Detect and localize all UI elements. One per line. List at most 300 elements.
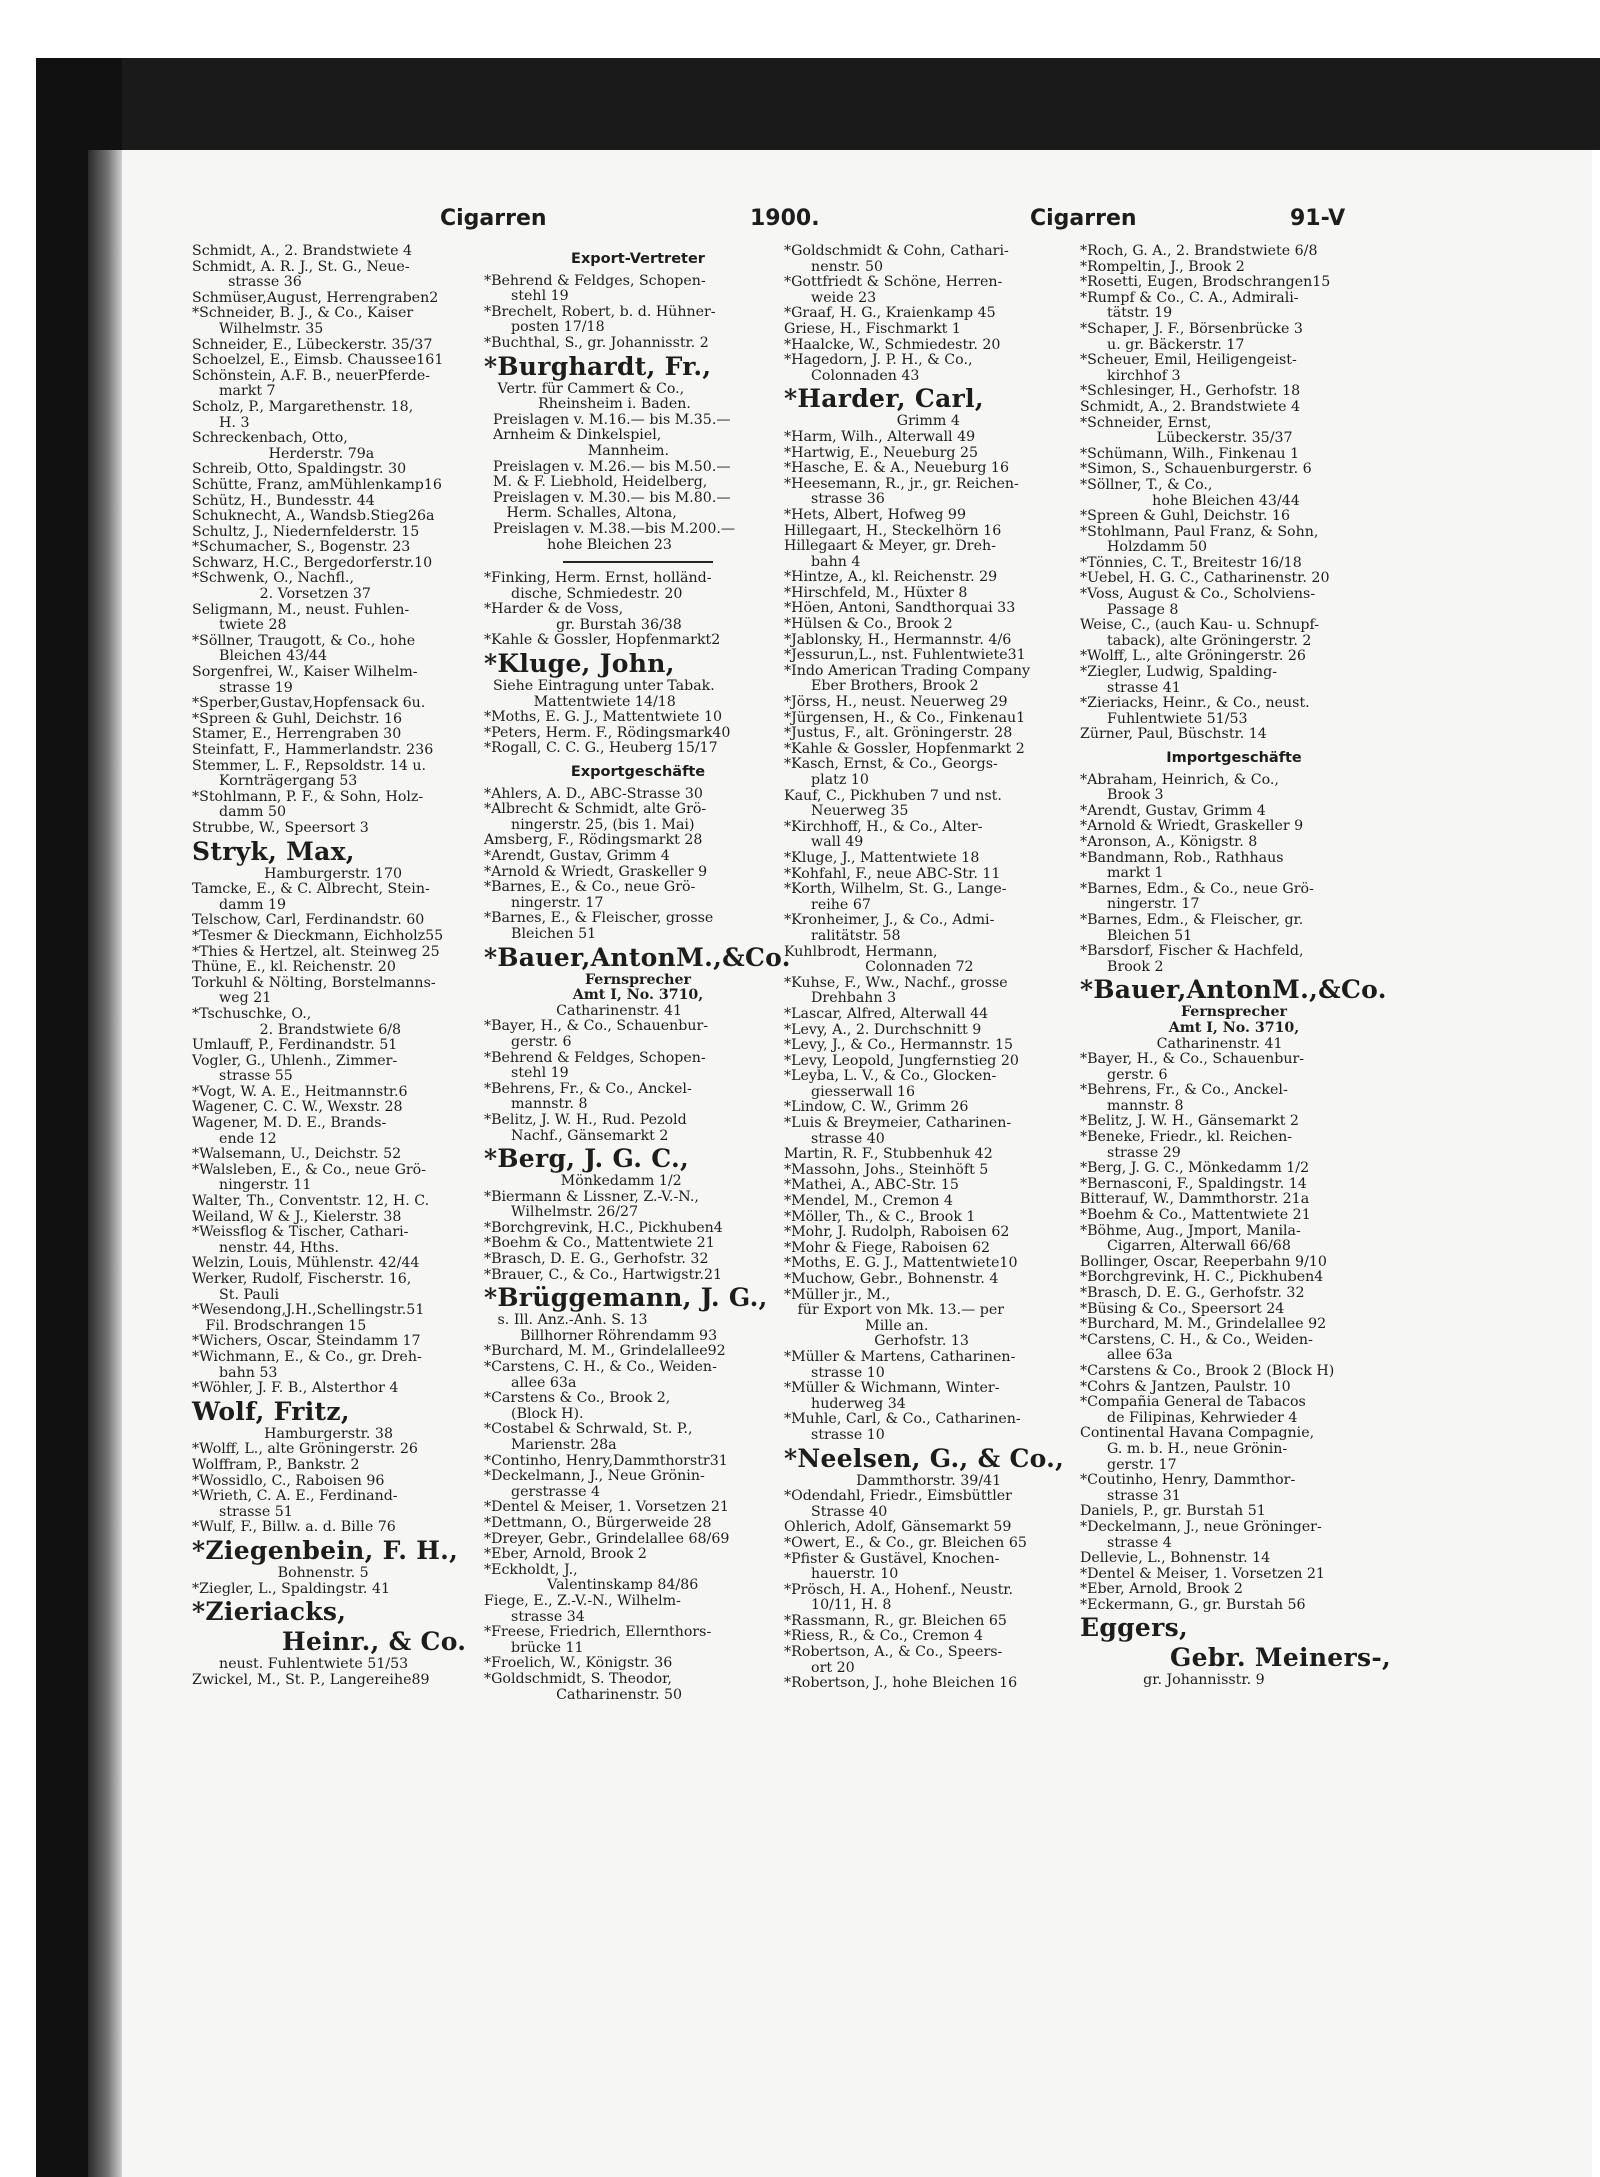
directory-entry: ende 12 (192, 1130, 277, 1147)
directory-entry: stehl 19 (484, 1065, 569, 1082)
directory-entry: Griese, H., Fischmarkt 1 (784, 320, 961, 337)
directory-entry: Bleichen 43/44 (192, 648, 327, 665)
directory-entry: markt 1 (1080, 865, 1164, 882)
directory-entry: strasse 29 (1080, 1144, 1181, 1161)
directory-entry: *Borchgrevink, H. C., Pickhuben4 (1080, 1269, 1324, 1286)
directory-entry: Mönkedamm 1/2 (484, 1173, 682, 1190)
directory-entry: *Stohlmann, P. F., & Sohn, Holz- (192, 788, 424, 805)
directory-entry: ort 20 (784, 1659, 855, 1676)
directory-entry: *Gottfriedt & Schöne, Herren- (784, 274, 1003, 291)
directory-entry: für Export von Mk. 13.— per (784, 1302, 1005, 1319)
directory-entry: Fernsprecher (1181, 1004, 1287, 1021)
directory-entry: Schuknecht, A., Wandsb.Stieg26a (192, 508, 435, 525)
directory-entry: *Kronheimer, J., & Co., Admi- (784, 912, 995, 929)
directory-entry: Strubbe, W., Speersort 3 (192, 819, 369, 836)
directory-entry: Thüne, E., kl. Reichenstr. 20 (192, 959, 396, 976)
directory-entry: bahn 53 (192, 1364, 278, 1381)
directory-entry: Arnheim & Dinkelspiel, (484, 427, 662, 444)
directory-entry: *Tschuschke, O., (192, 1005, 312, 1022)
column-4 (1080, 243, 1392, 1689)
directory-entry: *Kluge, John, (484, 649, 675, 679)
directory-entry: *Freese, Friedrich, Ellernthors- (484, 1624, 712, 1641)
directory-entry: *Dreyer, Gebr., Grindelallee 68/69 (484, 1530, 730, 1547)
directory-entry: Wolf, Fritz, (192, 1396, 350, 1426)
directory-entry: *Walsemann, U., Deichstr. 52 (192, 1146, 402, 1163)
directory-entry: *Robertson, J., hohe Bleichen 16 (784, 1675, 1018, 1692)
directory-entry: Dammthorstr. 39/41 (784, 1472, 1002, 1489)
directory-entry: *Biermann & Lissner, Z.-V.-N., (484, 1188, 699, 1205)
directory-entry: Schmüser,August, Herrengraben2 (192, 289, 439, 306)
directory-entry: *Bandmann, Rob., Rathhaus (1080, 849, 1284, 866)
directory-entry: *Neelsen, G., & Co., (784, 1443, 1065, 1473)
directory-entry: stehl 19 (484, 288, 569, 305)
directory-entry: markt 7 (192, 383, 276, 400)
directory-entry: *Schaper, J. F., Börsenbrücke 3 (1080, 320, 1303, 337)
directory-entry: *Böhme, Aug., Jmport, Manila- (1080, 1222, 1301, 1239)
directory-entry: hohe Bleichen 23 (484, 536, 672, 553)
directory-entry: Bohnenstr. 5 (192, 1564, 369, 1581)
directory-entry: strasse 41 (1080, 679, 1181, 696)
directory-entry: Schreib, Otto, Spaldingstr. 30 (192, 461, 407, 478)
directory-entry: Mattentwiete 14/18 (484, 693, 676, 710)
directory-entry: Colonnaden 43 (784, 367, 920, 384)
directory-entry: *Ahlers, A. D., ABC-Strasse 30 (484, 785, 703, 802)
directory-entry: Brook 3 (1080, 787, 1164, 804)
directory-entry: *Jessurun,L., nst. Fuhlentwiete31 (784, 647, 1026, 664)
directory-entry: 2. Vorsetzen 37 (192, 586, 371, 603)
directory-entry: strasse 55 (192, 1068, 293, 1085)
directory-entry: *Barnes, Edm., & Fleischer, gr. (1080, 911, 1304, 928)
directory-entry: *Stohlmann, Paul Franz, & Sohn, (1080, 523, 1319, 540)
directory-entry: *Moths, E. G. J., Mattentwiete10 (784, 1255, 1018, 1272)
directory-entry: *Tesmer & Dieckmann, Eichholz55 (192, 927, 444, 944)
directory-entry: strasse 51 (192, 1503, 293, 1520)
directory-entry: Lübeckerstr. 35/37 (1080, 430, 1293, 447)
directory-entry: St. Pauli (192, 1286, 280, 1303)
directory-entry: Schwarz, H.C., Bergedorferstr.10 (192, 554, 433, 571)
directory-entry: *Kahle & Gossler, Hopfenmarkt2 (484, 632, 721, 649)
directory-entry: Fil. Brodschrangen 15 (192, 1317, 367, 1334)
directory-entry: *Söllner, Traugott, & Co., hohe (192, 632, 416, 649)
directory-entry: *Lindow, C. W., Grimm 26 (784, 1099, 969, 1116)
directory-entry: Stemmer, L. F., Repsoldstr. 14 u. (192, 757, 426, 774)
directory-entry: *Kahle & Gossler, Hopfenmarkt 2 (784, 740, 1025, 757)
directory-entry: Stryk, Max, (192, 836, 355, 866)
directory-entry: *Belitz, J. W. H., Rud. Pezold (484, 1111, 687, 1128)
directory-entry: weide 23 (784, 289, 877, 306)
directory-entry: *Ziegler, Ludwig, Spalding- (1080, 664, 1277, 681)
directory-entry: kirchhof 3 (1080, 367, 1181, 384)
directory-entry: *Sperber,Gustav,Hopfensack 6u. (192, 695, 426, 712)
directory-entry: Eggers, (1080, 1613, 1188, 1643)
section-rule (563, 561, 713, 563)
directory-entry: *Zieriacks, Heinr., & Co., neust. (1080, 695, 1310, 712)
directory-entry: *Harm, Wilh., Alterwall 49 (784, 428, 976, 445)
directory-entry: *Hartwig, E., Neueburg 25 (784, 444, 979, 461)
directory-entry: hohe Bleichen 43/44 (1080, 492, 1300, 509)
directory-entry: gerstr. 6 (484, 1033, 572, 1050)
directory-entry: *Müller & Martens, Catharinen- (784, 1348, 1016, 1365)
directory-entry: *Kuhse, F., Ww., Nachf., grosse (784, 974, 1008, 991)
directory-entry: *Albrecht & Schmidt, alte Grö- (484, 801, 707, 818)
directory-entry: *Levy, A., 2. Durchschnitt 9 (784, 1021, 982, 1038)
directory-entry: *Peters, Herm. F., Rödingsmark40 (484, 724, 731, 741)
directory-entry: posten 17/18 (484, 319, 605, 336)
directory-entry: Preislagen v. M.16.— bis M.35.— (484, 411, 731, 428)
directory-entry: Hamburgerstr. 38 (192, 1425, 393, 1442)
directory-entry: *Vogt, W. A. E., Heitmannstr.6 (192, 1083, 408, 1100)
directory-entry: *Schlesinger, H., Gerhofstr. 18 (1080, 383, 1301, 400)
directory-entry: *Odendahl, Friedr., Eimsbüttler (784, 1488, 1012, 1505)
directory-entry: Rheinsheim i. Baden. (484, 396, 691, 413)
directory-entry: *Muhle, Carl, & Co., Catharinen- (784, 1411, 1021, 1428)
directory-entry: *Luis & Breymeier, Catharinen- (784, 1115, 1012, 1132)
directory-entry: M. & F. Liebhold, Heidelberg, (484, 474, 708, 491)
directory-entry: *Mohr & Fiege, Raboisen 62 (784, 1239, 991, 1256)
directory-entry: Kauf, C., Pickhuben 7 und nst. (784, 787, 1002, 804)
directory-entry: *Voss, August & Co., Scholviens- (1080, 586, 1316, 603)
directory-entry: *Dentel & Meiser, 1. Vorsetzen 21 (1080, 1565, 1325, 1582)
directory-entry: Hamburgerstr. 170 (192, 865, 403, 882)
directory-entry: Preislagen v. M.30.— bis M.80.— (484, 489, 731, 506)
directory-entry: Neuerweg 35 (784, 803, 909, 820)
directory-entry: *Carstens, C. H., & Co., Weiden- (484, 1359, 717, 1376)
directory-entry: *Wesendong,J.H.,Schellingstr.51 (192, 1302, 425, 1319)
directory-entry: *Lascar, Alfred, Alterwall 44 (784, 1005, 989, 1022)
directory-entry: *Robertson, A., & Co., Speers- (784, 1644, 1003, 1661)
directory-entry: *Roch, G. A., 2. Brandstwiete 6/8 (1080, 243, 1318, 259)
directory-entry: *Bayer, H., & Co., Schauenbur- (1080, 1051, 1305, 1068)
directory-entry: *Wichmann, E., & Co., gr. Dreh- (192, 1348, 422, 1365)
directory-entry: u. gr. Bäckerstr. 17 (1080, 336, 1245, 353)
directory-entry: *Brasch, D. E. G., Gerhofstr. 32 (1080, 1285, 1305, 1301)
directory-entry: *Finking, Herm. Ernst, holländ- (484, 570, 712, 587)
directory-entry: reihe 67 (784, 896, 871, 913)
directory-entry: *Thies & Hertzel, alt. Steinweg 25 (192, 943, 440, 960)
directory-entry: Walter, Th., Conventstr. 12, H. C. (192, 1193, 430, 1210)
directory-entry: Heinr., & Co. (192, 1627, 467, 1657)
directory-entry: Passage 8 (1080, 601, 1179, 618)
directory-entry: *Möller, Th., & C., Brook 1 (784, 1208, 976, 1225)
column-1 (192, 244, 500, 1688)
directory-entry: *Brechelt, Robert, b. d. Hühner- (484, 303, 716, 320)
directory-entry: *Wossidlo, C., Raboisen 96 (192, 1472, 385, 1489)
directory-entry: strasse 10 (784, 1364, 885, 1381)
directory-entry: s. Ill. Anz.-Anh. S. 13 (484, 1312, 648, 1329)
directory-entry: *Wrieth, C. A. E., Ferdinand- (192, 1488, 398, 1505)
directory-entry: Gebr. Meiners-, (1080, 1643, 1392, 1673)
directory-entry: Preislagen v. M.38.—bis M.200.— (484, 520, 736, 537)
directory-entry: *Simon, S., Schauenburgerstr. 6 (1080, 461, 1312, 478)
directory-entry: *Wolff, L., alte Gröningerstr. 26 (192, 1441, 418, 1458)
directory-entry: dische, Schmiedestr. 20 (484, 585, 683, 602)
directory-entry: *Borchgrevink, H.C., Pickhuben4 (484, 1219, 723, 1236)
scan-border-top (36, 58, 1600, 150)
directory-entry: mannstr. 8 (484, 1096, 588, 1113)
directory-entry: *Hasche, E. & A., Neueburg 16 (784, 460, 1009, 477)
directory-entry: *Boehm & Co., Mattentwiete 21 (1080, 1207, 1311, 1224)
directory-entry: *Carstens, C. H., & Co., Weiden- (1080, 1331, 1313, 1348)
directory-entry: *Hets, Albert, Hofweg 99 (784, 506, 966, 523)
directory-entry: H. 3 (192, 414, 250, 431)
directory-entry: Torkuhl & Nölting, Borstelmanns- (192, 974, 436, 991)
section-heading: Export-Vertreter (571, 251, 705, 267)
directory-entry: neust. Fuhlentwiete 51/53 (192, 1656, 409, 1673)
directory-entry: *Pfister & Gustävel, Knochen- (784, 1550, 1000, 1567)
directory-entry: *Tönnies, C. T., Breitestr 16/18 (1080, 554, 1302, 571)
running-header (190, 206, 1490, 240)
directory-entry: Siehe Eintragung unter Tabak. (484, 678, 715, 695)
directory-entry: giesserwall 16 (784, 1083, 916, 1100)
directory-entry: *Mendel, M., Cremon 4 (784, 1193, 953, 1210)
directory-entry: *Hintze, A., kl. Reichenstr. 29 (784, 569, 998, 586)
directory-entry: twiete 28 (192, 617, 287, 634)
directory-entry: Wilhelmstr. 26/27 (484, 1204, 639, 1221)
directory-entry: de Filipinas, Kehrwieder 4 (1080, 1409, 1298, 1426)
directory-entry: hauerstr. 10 (784, 1566, 899, 1583)
directory-entry: *Deckelmann, J., Neue Grönin- (484, 1468, 705, 1485)
directory-entry: *Arnold & Wriedt, Graskeller 9 (1080, 818, 1304, 835)
directory-entry: *Brasch, D. E. G., Gerhofstr. 32 (484, 1251, 709, 1268)
directory-entry: *Heesemann, R., jr., gr. Reichen- (784, 475, 1019, 492)
directory-entry: *Jablonsky, H., Hermannstr. 4/6 (784, 631, 1012, 648)
directory-entry: *Müller & Wichmann, Winter- (784, 1380, 1000, 1397)
directory-entry: brücke 11 (484, 1639, 584, 1656)
directory-entry: wall 49 (784, 834, 864, 851)
directory-entry: *Kirchhoff, H., & Co., Alter- (784, 818, 983, 835)
directory-entry: *Arendt, Gustav, Grimm 4 (484, 848, 670, 864)
directory-entry: *Schwenk, O., Nachfl., (192, 570, 354, 587)
directory-entry: *Goldschmidt, S. Theodor, (484, 1670, 672, 1687)
directory-entry: *Eckermann, G., gr. Burstah 56 (1080, 1596, 1306, 1613)
directory-entry: Wagener, C. C. W., Wexstr. 28 (192, 1099, 403, 1116)
directory-entry: Schmidt, A. R. J., St. G., Neue- (192, 258, 410, 275)
directory-entry: *Ziegenbein, F. H., (192, 1535, 459, 1565)
directory-entry: Daniels, P., gr. Burstah 51 (1080, 1503, 1266, 1520)
directory-entry: Eber Brothers, Brook 2 (784, 678, 979, 695)
book-gutter (88, 150, 122, 2177)
directory-entry: G. m. b. H., neue Grönin- (1080, 1440, 1288, 1457)
directory-entry: *Schneider, Ernst, (1080, 414, 1212, 431)
directory-entry: *Bayer, H., & Co., Schauenbur- (484, 1018, 709, 1035)
directory-entry: *Harder & de Voss, (484, 601, 624, 618)
header-right: Cigarren (1030, 206, 1137, 231)
directory-entry: *Kasch, Ernst, & Co., Georgs- (784, 756, 998, 773)
directory-entry: *Barnes, Edm., & Co., neue Grö- (1080, 880, 1314, 897)
directory-entry: *Owert, E., & Co., gr. Bleichen 65 (784, 1534, 1027, 1551)
directory-entry: Tamcke, E., & C. Albrecht, Stein- (192, 881, 430, 898)
directory-entry: *Rassmann, R., gr. Bleichen 65 (784, 1612, 1007, 1629)
directory-entry: *Beneke, Friedr., kl. Reichen- (1080, 1129, 1293, 1146)
directory-entry: *Prösch, H. A., Hohenf., Neustr. (784, 1581, 1014, 1598)
directory-entry: Mannheim. (484, 442, 670, 459)
directory-entry: damm 19 (192, 896, 287, 913)
page-number: 91-V (1290, 206, 1346, 231)
directory-entry: *Graaf, H. G., Kraienkamp 45 (784, 305, 996, 322)
directory-entry: damm 50 (192, 804, 287, 821)
directory-entry: *Deckelmann, J., neue Gröninger- (1080, 1518, 1322, 1535)
directory-entry: *Behrens, Fr., & Co., Anckel- (484, 1080, 692, 1097)
directory-entry: *Froelich, W., Königstr. 36 (484, 1655, 673, 1672)
directory-entry: Bitterauf, W., Dammthorstr. 21a (1080, 1191, 1310, 1208)
directory-entry: *Justus, F., alt. Gröningerstr. 28 (784, 725, 1013, 742)
directory-entry: *Carstens & Co., Brook 2, (484, 1390, 671, 1407)
directory-entry: gerstrasse 4 (484, 1483, 601, 1500)
directory-entry: *Brauer, C., & Co., Hartwigstr.21 (484, 1266, 723, 1283)
directory-entry: Gerhofstr. 13 (784, 1333, 969, 1350)
directory-entry: Brook 2 (1080, 958, 1164, 975)
directory-entry: Continental Havana Compagnie, (1080, 1425, 1315, 1442)
directory-entry: Fiege, E., Z.-V.-N., Wilhelm- (484, 1592, 681, 1609)
directory-entry: *Behrend & Feldges, Schopen- (484, 1049, 706, 1066)
directory-entry: ralitätstr. 58 (784, 927, 901, 944)
directory-entry: *Abraham, Heinrich, & Co., (1080, 771, 1279, 788)
directory-entry: Stamer, E., Herrengraben 30 (192, 726, 402, 743)
directory-entry: *Aronson, A., Königstr. 8 (1080, 833, 1258, 850)
directory-entry: *Jörss, H., neust. Neuerweg 29 (784, 694, 1008, 711)
directory-entry: strasse 36 (192, 274, 302, 291)
directory-entry: gerstr. 6 (1080, 1066, 1168, 1083)
directory-entry: *Weissflog & Tischer, Cathari- (192, 1224, 409, 1241)
directory-entry: Weise, C., (auch Kau- u. Schnupf- (1080, 617, 1320, 634)
directory-entry: Drehbahn 3 (784, 990, 897, 1007)
directory-entry: *Hagedorn, J. P. H., & Co., (784, 352, 973, 369)
directory-entry: *Schneider, B. J., & Co., Kaiser (192, 305, 414, 322)
header-year: 1900. (750, 206, 820, 231)
directory-entry: *Brüggemann, J. G., (484, 1283, 768, 1313)
directory-entry: Wilhelmstr. 35 (192, 320, 324, 337)
directory-entry: *Buchthal, S., gr. Johannisstr. 2 (484, 334, 709, 351)
directory-entry: *Höen, Antoni, Sandthorquai 33 (784, 600, 1016, 617)
directory-entry: *Cohrs & Jantzen, Paulstr. 10 (1080, 1378, 1291, 1395)
directory-entry: *Boehm & Co., Mattentwiete 21 (484, 1235, 715, 1252)
directory-entry: *Spreen & Guhl, Deichstr. 16 (192, 710, 403, 727)
directory-entry: *Zieriacks, (192, 1597, 347, 1627)
directory-entry: Telschow, Carl, Ferdinandstr. 60 (192, 912, 425, 929)
directory-entry: Billhorner Röhrendamm 93 (484, 1327, 718, 1344)
directory-entry: ningerstr. 25, (bis 1. Mai) (484, 816, 695, 833)
directory-entry: *Rosetti, Eugen, Brodschrangen15 (1080, 274, 1331, 291)
directory-entry: Kornträgergang 53 (192, 773, 358, 790)
directory-entry: *Muchow, Gebr., Bohnenstr. 4 (784, 1271, 999, 1287)
directory-entry: *Bauer,AntonM.,&Co. (1080, 975, 1387, 1005)
directory-entry: Welzin, Louis, Mühlenstr. 42/44 (192, 1255, 420, 1272)
directory-entry: Seligmann, M., neust. Fuhlen- (192, 601, 410, 618)
column-3 (784, 244, 1092, 1692)
directory-entry: ningerstr. 11 (192, 1177, 312, 1194)
directory-entry: ningerstr. 17 (1080, 896, 1200, 913)
directory-entry: Nachf., Gänsemarkt 2 (484, 1127, 669, 1144)
directory-entry: Catharinenstr. 50 (484, 1686, 683, 1703)
directory-entry: Ohlerich, Adolf, Gänsemarkt 59 (784, 1519, 1012, 1536)
directory-entry: *Dentel & Meiser, 1. Vorsetzen 21 (484, 1499, 729, 1516)
directory-entry: strasse 36 (784, 491, 885, 508)
directory-entry: Zürner, Paul, Büschstr. 14 (1080, 726, 1267, 743)
directory-entry: *Barnes, E., & Fleischer, grosse (484, 910, 714, 927)
directory-entry: Herderstr. 79a (192, 445, 375, 462)
directory-entry: *Goldschmidt & Cohn, Cathari- (784, 243, 1009, 259)
directory-entry: *Eckholdt, J., (484, 1561, 578, 1578)
directory-entry: *Burghardt, Fr., (484, 351, 712, 381)
directory-entry: *Indo American Trading Company (784, 662, 1031, 679)
directory-entry: platz 10 (784, 772, 869, 788)
directory-entry: *Arendt, Gustav, Grimm 4 (1080, 802, 1266, 819)
directory-entry: Fuhlentwiete 51/53 (1080, 710, 1248, 727)
directory-entry: bahn 4 (784, 553, 861, 570)
directory-entry: *Levy, J., & Co., Hermannstr. 15 (784, 1037, 1014, 1054)
directory-entry: Preislagen v. M.26.— bis M.50.— (484, 458, 731, 475)
section-heading: Exportgeschäfte (570, 764, 706, 781)
section-heading: Importgeschäfte (1166, 750, 1302, 766)
directory-entry: *Arnold & Wriedt, Graskeller 9 (484, 863, 708, 880)
directory-entry: Valentinskamp 84/86 (484, 1577, 699, 1594)
directory-entry: Wolffram, P., Bankstr. 2 (192, 1456, 360, 1473)
directory-entry: *Haalcke, W., Schmiedestr. 20 (784, 336, 1001, 353)
directory-entry: gerstr. 17 (1080, 1456, 1177, 1473)
directory-entry: Colonnaden 72 (784, 959, 974, 976)
directory-entry: Fernsprecher (585, 971, 691, 988)
directory-entry: Vertr. für Cammert & Co., (484, 380, 685, 397)
directory-entry: strasse 34 (484, 1608, 585, 1625)
directory-entry: *Carstens & Co., Brook 2 (Block H) (1080, 1362, 1335, 1379)
directory-entry: *Burchard, M. M., Grindelallee 92 (1080, 1316, 1327, 1333)
directory-entry: *Leyba, L. V., & Co., Glocken- (784, 1068, 997, 1085)
directory-entry: Schmidt, A., 2. Brandstwiete 4 (192, 243, 412, 259)
directory-entry: strasse 40 (784, 1130, 885, 1147)
directory-entry: *Harder, Carl, (784, 384, 984, 414)
directory-entry: Schmidt, A., 2. Brandstwiete 4 (1080, 398, 1300, 415)
directory-entry: *Eber, Arnold, Brook 2 (484, 1546, 647, 1563)
directory-entry: *Barsdorf, Fischer & Hachfeld, (1080, 943, 1304, 960)
directory-entry: *Compañia General de Tabacos (1080, 1394, 1306, 1411)
directory-entry: *Kohfahl, F., neue ABC-Str. 11 (784, 865, 1001, 882)
directory-entry: ningerstr. 17 (484, 894, 604, 911)
directory-entry: Herm. Schalles, Altona, (484, 505, 677, 522)
directory-entry: *Behrens, Fr., & Co., Anckel- (1080, 1082, 1288, 1099)
directory-entry: *Scheuer, Emil, Heiligengeist- (1080, 352, 1297, 369)
directory-entry: *Kluge, J., Mattentwiete 18 (784, 849, 980, 866)
directory-entry: Holzdamm 50 (1080, 539, 1207, 556)
directory-entry: *Söllner, T., & Co., (1080, 476, 1213, 493)
directory-entry: Kuhlbrodt, Hermann, (784, 943, 938, 960)
directory-entry: *Levy, Leopold, Jungfernstieg 20 (784, 1052, 1019, 1069)
directory-entry: *Schumacher, S., Bogenstr. 23 (192, 539, 411, 556)
directory-entry: Werker, Rudolf, Fischerstr. 16, (192, 1271, 412, 1287)
directory-entry: Catharinenstr. 41 (484, 1002, 683, 1019)
directory-entry: Martin, R. F., Stubbenhuk 42 (784, 1146, 993, 1163)
directory-entry: 2. Brandstwiete 6/8 (192, 1021, 402, 1038)
directory-entry: *Ziegler, L., Spaldingstr. 41 (192, 1580, 391, 1597)
directory-entry: allee 63a (1080, 1347, 1173, 1364)
directory-entry: huderweg 34 (784, 1395, 906, 1412)
directory-entry: *Eber, Arnold, Brook 2 (1080, 1581, 1243, 1598)
directory-entry: Bleichen 51 (1080, 927, 1193, 944)
directory-entry: *Coutinho, Henry, Dammthor- (1080, 1472, 1296, 1489)
directory-entry: *Burchard, M. M., Grindelallee92 (484, 1343, 726, 1360)
directory-entry: Marienstr. 28a (484, 1437, 617, 1453)
column-2 (484, 244, 792, 1703)
directory-entry: Cigarren, Alterwall 66/68 (1080, 1238, 1291, 1255)
directory-entry: *Schümann, Wilh., Finkenau 1 (1080, 445, 1300, 462)
directory-entry: mannstr. 8 (1080, 1097, 1184, 1114)
directory-entry: *Barnes, E., & Co., neue Grö- (484, 879, 696, 896)
directory-entry: Schütz, H., Bundesstr. 44 (192, 492, 375, 509)
directory-entry: Sorgenfrei, W., Kaiser Wilhelm- (192, 664, 418, 681)
directory-entry: *Mathei, A., ABC-Str. 15 (784, 1177, 959, 1194)
directory-entry: weg 21 (192, 990, 272, 1007)
directory-entry: *Hirschfeld, M., Hüxter 8 (784, 584, 968, 601)
directory-entry: Schütte, Franz, amMühlenkamp16 (192, 476, 442, 493)
